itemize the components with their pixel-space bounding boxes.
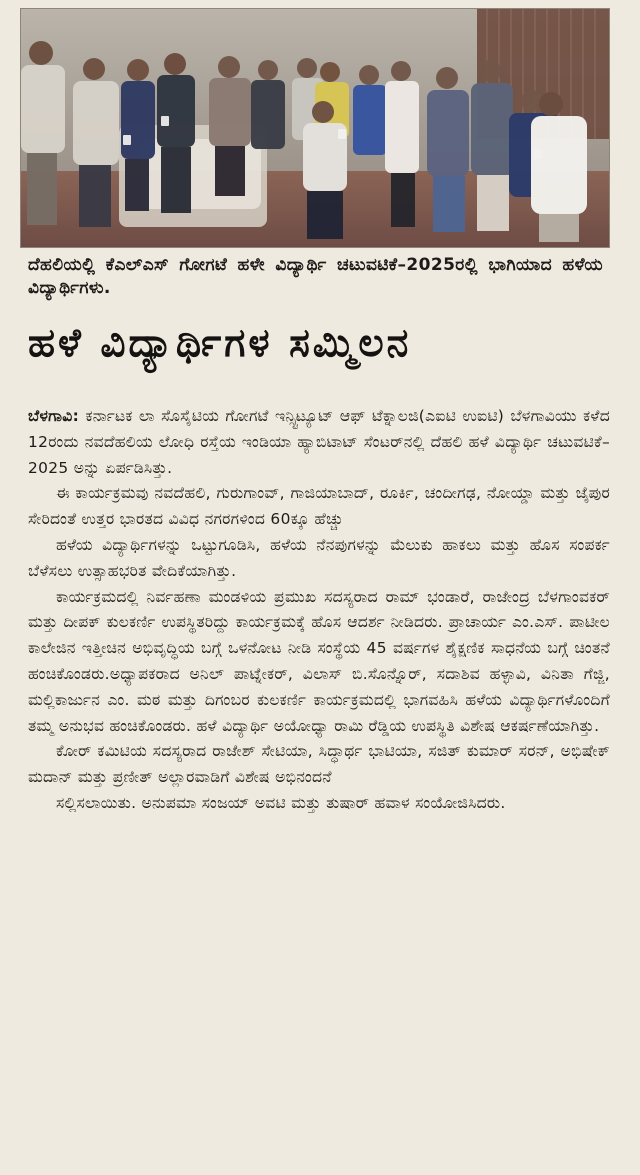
- group-photo: [20, 8, 610, 248]
- paragraph-1: [28, 404, 610, 481]
- paragraph-4: ಕಾರ್ಯಕ್ರಮದಲ್ಲಿ ನಿರ್ವಹಣಾ ಮಂಡಳಿಯ ಪ್ರಮುಖ ಸದಸ್ಯರಾದ ರಾಮ್ ಭಂಡಾರೆ, ರಾಜೇಂದ್ರ ಬೆಳಗಾಂವಕರ್ ಮತ್ತು ದೀಪಕ್ ಕುಲಕರ್ಣಿ ಉಪಸ್ಥಿತರಿದ್ದು ಕಾರ್ಯಕ್ರಮಕ್ಕೆ ಹೊಸ ಆದರ್ಶ ನೀಡಿದರು. ಪ್ರಾಚಾರ್ಯ ಎಂ.ಎಸ್. ಪಾಟೀಲ ಕಾಲೇಜಿನ ಇತ್ತೀಚಿನ ಅಭಿವೃದ್ಧಿಯ ಬಗ್ಗೆ ಒಳನೋಟ ನೀಡಿ ಸಂಸ್ಥೆಯ 45 ವರ್ಷಗಳ ಶೈಕ್ಷಣಿಕ ಸಾಧನೆಯ ಬಗ್ಗೆ ಚಿಂತನೆ ಹಂಚಿಕೊಂಡರು.ಅಧ್ಯಾಪಕರಾದ ಅನಿಲ್ ಪಾಟ್ನೇಕರ್, ವಿಲಾಸ್ ಬಿ.ಸೊನ್ನೊರ್, ಸದಾಶಿವ ಹಳ್ಳಾವಿ, ವಿನಿತಾ ಗೆಜ್ಜಿ, ಮಲ್ಲಿಕಾರ್ಜುನ ಎಂ. ಮಠ ಮತ್ತು ದಿಗಂಬರ ಕುಲಕರ್ಣಿ ಕಾರ್ಯಕ್ರಮದಲ್ಲಿ ಭಾಗವಹಿಸಿ ಹಳೆಯ ವಿದ್ಯಾರ್ಥಿಗಳೊಂದಿಗೆ ತಮ್ಮ ಅನುಭವ ಹಂಚಿಕೊಂಡರು. ಹಳೆ ವಿದ್ಯಾರ್ಥಿ ಅಯೋಧ್ಯಾ ರಾಮಿ ರೆಡ್ಡಿಯ ಉಪಸ್ಥಿತಿ ವಿಶೇಷ ಆಕರ್ಷಣೆಯಾಗಿತ್ತು.: [28, 587, 610, 735]
- article-body: [28, 404, 610, 817]
- photo-caption: ದೆಹಲಿಯಲ್ಲಿ ಕೆಎಲ್‌ಎಸ್ ಗೋಗಟೆ ಹಳೇ ವಿದ್ಯಾರ್ಥಿ ಚಟುವಟಿಕೆ–2025ರಲ್ಲಿ ಭಾಗಿಯಾದ ಹಳೆಯ ವಿದ್ಯಾರ್ಥಿಗಳು.: [28, 255, 603, 298]
- dateline: ಬೆಳಗಾವಿ:: [28, 407, 80, 425]
- paragraph-3: ಹಳೆಯ ವಿದ್ಯಾರ್ಥಿಗಳನ್ನು ಒಟ್ಟುಗೂಡಿಸಿ, ಹಳೆಯ ನೆನಪುಗಳನ್ನು ಮೆಲುಕು ಹಾಕಲು ಮತ್ತು ಹೊಸ ಸಂಪರ್ಕ ಬೆಳೆಸಲು ಉತ್ಸಾಹಭರಿತ ವೇದಿಕೆಯಾಗಿತ್ತು.: [28, 535, 610, 580]
- paragraph-1-text: ಕರ್ನಾಟಕ ಲಾ ಸೊಸೈಟಿಯ ಗೋಗಟೆ ಇನ್ಸ್ಟಿಟ್ಯೂಟ್ ಆಫ್ ಟೆಕ್ನಾಲಜಿ(ಎಐಟಿ ಉಐಟಿ) ಬೆಳಗಾವಿಯು ಕಳೆದ 12ರಂದು ನವದೆಹಲಿಯ ಲೋಧಿ ರಸ್ತೆಯ ಇಂಡಿಯಾ ಹ್ಯಾಬಿಟಾಟ್ ಸೆಂಟರ್‌ನಲ್ಲಿ ದೆಹಲಿ ಹಳೆ ವಿದ್ಯಾರ್ಥಿ ಚಟುವಟಿಕೆ–2025 ಅನ್ನು ಏರ್ಪಡಿಸಿತ್ತು.: [28, 407, 610, 477]
- paragraph-5: ಕೋರ್ ಕಮಿಟಿಯ ಸದಸ್ಯರಾದ ರಾಜೇಶ್ ಸೇಟಿಯಾ, ಸಿದ್ಧಾರ್ಥ ಭಾಟಿಯಾ, ಸಜಿತ್ ಕುಮಾರ್ ಸರನ್, ಅಭಿಷೇಕ್ ಮದಾನ್ ಮತ್ತು ಪ್ರಣೀತ್ ಅಲ್ಲಾರವಾಡಿಗೆ ವಿಶೇಷ ಅಭಿನಂದನೆ: [28, 742, 610, 787]
- paragraph-2: ಈ ಕಾರ್ಯಕ್ರಮವು ನವದೆಹಲಿ, ಗುರುಗಾಂವ್, ಗಾಜಿಯಾಬಾದ್, ರೂರ್ಕಿ, ಚಂದೀಗಢ, ನೋಯ್ಡಾ ಮತ್ತು ಜೈಪುರ ಸೇರಿದಂತೆ ಉತ್ತರ ಭಾರತದ ವಿವಿಧ ನಗರಗಳಿಂದ 60ಕ್ಕೂ ಹೆಚ್ಚು: [28, 484, 610, 529]
- headline: ಹಳೆ ವಿದ್ಯಾರ್ಥಿಗಳ ಸಮ್ಮಿಲನ: [28, 321, 412, 366]
- paragraph-6: ಸಲ್ಲಿಸಲಾಯಿತು. ಅನುಪಮಾ ಸಂಜಯ್ ಅವಟಿ ಮತ್ತು ತುಷಾರ್ ಹವಾಳ ಸಂಯೋಜಿಸಿದರು.: [56, 793, 506, 812]
